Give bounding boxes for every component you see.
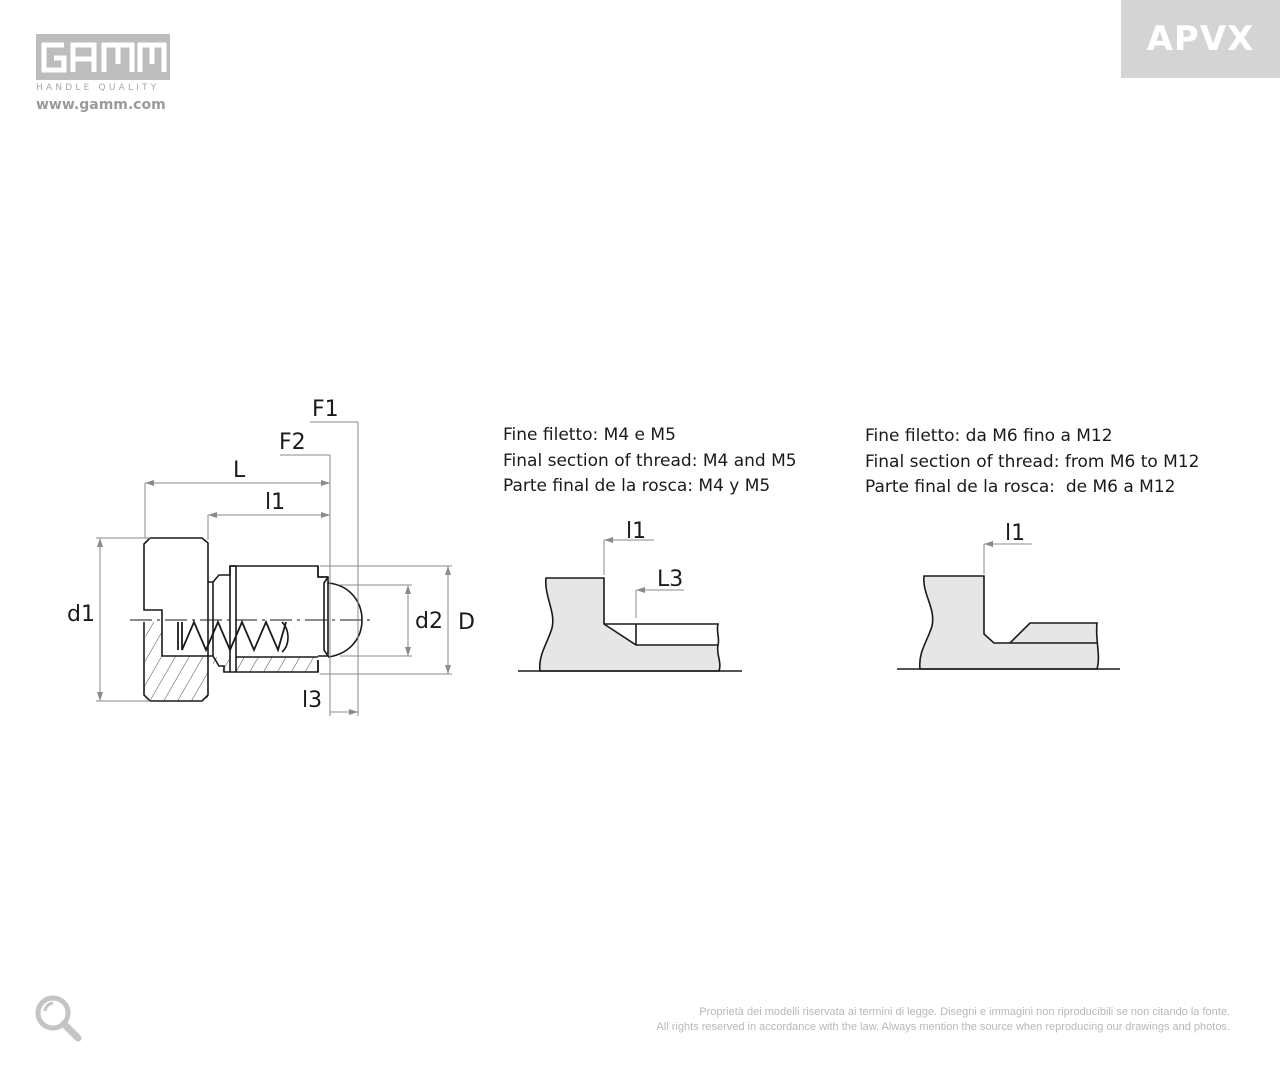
caption-line: Final section of thread: M4 and M5: [503, 450, 797, 471]
label-l1: l1: [265, 490, 286, 515]
brand-url[interactable]: www.gamm.com: [36, 97, 166, 113]
detail-left-label-L3: L3: [657, 567, 684, 592]
label-D: D: [458, 610, 475, 635]
detail-left-label-l1: l1: [626, 519, 647, 544]
copyright-notice: [656, 1005, 1230, 1035]
detail-right-drawing: [897, 541, 1120, 669]
main-drawing: [96, 422, 452, 716]
label-l3: l3: [302, 688, 323, 713]
brand-tagline: HANDLE QUALITY: [36, 83, 160, 93]
label-d1: d1: [67, 602, 95, 627]
detail-left-caption: [503, 423, 797, 500]
label-F1: F1: [312, 397, 339, 422]
label-d2: d2: [415, 609, 443, 634]
detail-left-drawing: [518, 537, 742, 671]
detail-right-caption: [865, 424, 1199, 501]
caption-line: Parte final de la rosca: M4 y M5: [503, 476, 771, 496]
caption-line: Parte final de la rosca: de M6 a M12: [865, 477, 1176, 497]
zoom-button[interactable]: [34, 994, 82, 1046]
caption-line: Fine filetto: M4 e M5: [503, 425, 676, 445]
magnifier-icon: [34, 994, 82, 1042]
label-L: L: [233, 458, 246, 483]
caption-line: Final section of thread: from M6 to M12: [865, 451, 1200, 472]
detail-right-label-l1: l1: [1005, 521, 1026, 546]
caption-line: Fine filetto: da M6 fino a M12: [865, 426, 1113, 446]
product-code: APVX: [1146, 19, 1255, 59]
copyright-en: All rights reserved in accordance with the law. Always mention the source when reproducing our drawings and photos.: [656, 1021, 1230, 1033]
label-F2: F2: [279, 430, 306, 455]
copyright-it: Proprietà dei modelli riservata ai termini di legge. Disegni e immagini non riproducibili se non citando la fonte.: [699, 1006, 1230, 1018]
